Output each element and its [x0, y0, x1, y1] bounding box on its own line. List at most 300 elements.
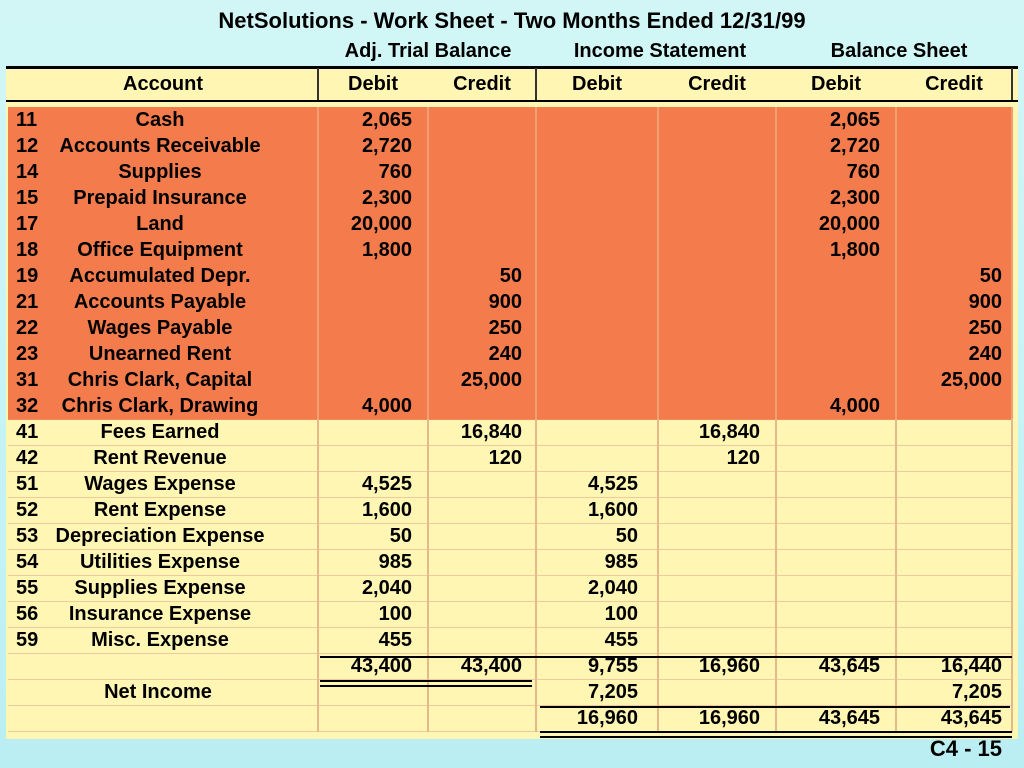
amount-is-cr — [658, 341, 760, 367]
column-divider — [895, 601, 897, 628]
amount-is-dr — [536, 185, 638, 211]
amount-is-cr — [658, 133, 760, 159]
column-divider — [895, 289, 897, 316]
account-name — [48, 653, 272, 679]
account-name: Chris Clark, Capital — [67, 369, 253, 391]
column-divider — [895, 263, 897, 290]
column-divider — [1011, 471, 1013, 498]
amount-bs-dr: 2,300 — [829, 187, 880, 209]
column-divider — [1011, 393, 1013, 420]
table-row — [8, 237, 1012, 264]
amount-is-cr — [658, 523, 760, 549]
column-divider — [535, 289, 537, 316]
column-divider — [657, 133, 659, 160]
amount-is-dr — [536, 289, 638, 315]
column-divider — [775, 445, 777, 472]
account-name: Chris Clark, Drawing — [61, 395, 259, 417]
column-divider — [427, 575, 429, 602]
column-divider — [657, 315, 659, 342]
column-divider — [1011, 445, 1013, 472]
column-divider — [657, 575, 659, 602]
amount-bs-dr — [776, 263, 880, 289]
amount-bs-dr: 760 — [846, 161, 880, 183]
column-divider — [1011, 237, 1013, 264]
column-divider — [427, 185, 429, 212]
amount-bs-dr: 43,645 — [818, 655, 880, 677]
column-divider — [657, 705, 659, 732]
amount-atb-cr — [428, 237, 522, 263]
column-divider — [317, 653, 319, 680]
column-divider — [317, 159, 319, 186]
amount-atb-cr — [428, 575, 522, 601]
amount-bs-cr — [896, 575, 1002, 601]
column-divider — [657, 185, 659, 212]
column-divider — [657, 289, 659, 316]
table-row — [8, 341, 1012, 368]
table-row — [8, 263, 1012, 290]
column-divider — [1011, 601, 1013, 628]
amount-is-cr — [658, 627, 760, 653]
column-divider — [317, 289, 319, 316]
net-income-underline — [540, 706, 1010, 708]
column-divider — [535, 497, 537, 524]
header-divider — [6, 100, 1018, 102]
amount-atb-cr — [428, 159, 522, 185]
amount-bs-dr: 4,000 — [829, 395, 880, 417]
worksheet-title: NetSolutions - Work Sheet - Two Months Ended 12/31/99 — [218, 8, 806, 33]
amount-bs-cr — [896, 497, 1002, 523]
table-row — [8, 549, 1012, 576]
group-balance-sheet: Balance Sheet — [830, 40, 968, 62]
column-divider — [657, 211, 659, 238]
amount-atb-cr — [428, 497, 522, 523]
column-divider — [895, 419, 897, 446]
column-divider — [1011, 627, 1013, 654]
column-divider — [775, 679, 777, 706]
account-name: Unearned Rent — [88, 343, 232, 365]
column-divider — [775, 289, 777, 316]
account-number: 42 — [16, 447, 39, 469]
column-divider — [317, 68, 319, 100]
table-row — [8, 393, 1012, 420]
column-divider — [317, 185, 319, 212]
column-divider — [657, 679, 659, 706]
amount-atb-cr: 240 — [488, 343, 522, 365]
amount-is-cr — [658, 211, 760, 237]
amount-is-dr — [536, 367, 638, 393]
column-divider — [895, 705, 897, 732]
column-divider — [775, 419, 777, 446]
column-divider — [317, 315, 319, 342]
table-row — [8, 185, 1012, 212]
amount-atb-cr: 250 — [488, 317, 522, 339]
column-divider — [895, 211, 897, 238]
column-divider — [775, 705, 777, 732]
amount-is-cr — [658, 289, 760, 315]
column-divider — [317, 367, 319, 394]
column-divider — [317, 393, 319, 420]
column-divider — [427, 705, 429, 732]
column-divider — [895, 341, 897, 368]
account-number: 54 — [16, 551, 39, 573]
amount-bs-dr — [776, 419, 880, 445]
column-divider — [535, 185, 537, 212]
table-row — [8, 159, 1012, 186]
column-divider — [895, 445, 897, 472]
amount-atb-cr — [428, 471, 522, 497]
column-divider — [535, 523, 537, 550]
amount-is-cr — [658, 367, 760, 393]
table-row — [8, 133, 1012, 160]
amount-is-dr — [536, 341, 638, 367]
amount-is-dr — [536, 315, 638, 341]
column-divider — [427, 367, 429, 394]
amount-atb-cr: 16,840 — [460, 421, 522, 443]
column-divider — [427, 601, 429, 628]
account-name: Office Equipment — [77, 239, 243, 261]
amount-atb-dr: 100 — [378, 603, 412, 625]
column-divider — [895, 367, 897, 394]
column-divider — [317, 549, 319, 576]
amount-is-cr — [658, 393, 760, 419]
table-row — [8, 419, 1012, 446]
amount-atb-cr — [428, 523, 522, 549]
column-divider — [427, 419, 429, 446]
atb-double-underline — [320, 680, 532, 687]
column-divider — [535, 471, 537, 498]
column-divider — [317, 445, 319, 472]
column-divider — [895, 523, 897, 550]
amount-is-cr — [658, 601, 760, 627]
column-divider — [1011, 315, 1013, 342]
account-number: 23 — [16, 343, 39, 365]
account-number: 19 — [16, 265, 39, 287]
column-divider — [427, 523, 429, 550]
account-number: 15 — [16, 187, 39, 209]
amount-atb-dr: 2,065 — [361, 109, 412, 131]
column-divider — [1011, 159, 1013, 186]
amount-is-dr: 985 — [604, 551, 638, 573]
amount-bs-cr — [896, 601, 1002, 627]
account-name: Depreciation Expense — [55, 525, 265, 547]
column-divider — [1011, 523, 1013, 550]
amount-atb-cr — [428, 705, 522, 731]
column-divider — [427, 315, 429, 342]
amount-atb-cr: 900 — [488, 291, 522, 313]
amount-is-cr: 16,960 — [698, 707, 760, 729]
column-divider — [317, 627, 319, 654]
column-divider — [895, 497, 897, 524]
column-divider — [775, 237, 777, 264]
amount-atb-cr: 43,400 — [460, 655, 522, 677]
amount-bs-cr: 240 — [968, 343, 1002, 365]
amount-bs-dr: 20,000 — [818, 213, 880, 235]
column-divider — [535, 679, 537, 706]
amount-is-cr: 16,840 — [698, 421, 760, 443]
amount-is-cr: 120 — [726, 447, 760, 469]
amount-bs-cr — [896, 627, 1002, 653]
amount-bs-cr — [896, 237, 1002, 263]
amount-is-dr — [536, 263, 638, 289]
column-divider — [317, 237, 319, 264]
header-is-credit: Credit — [688, 72, 746, 95]
column-divider — [535, 419, 537, 446]
column-divider — [317, 341, 319, 368]
column-divider — [775, 367, 777, 394]
column-divider — [895, 315, 897, 342]
amount-atb-dr — [318, 263, 412, 289]
column-divider — [427, 393, 429, 420]
column-divider — [1011, 68, 1013, 100]
column-divider — [427, 445, 429, 472]
account-number: 11 — [16, 109, 38, 131]
amount-atb-cr — [428, 185, 522, 211]
column-divider — [1011, 367, 1013, 394]
amount-is-dr: 7,205 — [587, 681, 638, 703]
column-divider — [895, 549, 897, 576]
column-divider — [1011, 211, 1013, 238]
account-name: Accounts Receivable — [59, 135, 261, 157]
amount-atb-cr — [428, 133, 522, 159]
amount-atb-dr: 985 — [378, 551, 412, 573]
column-divider — [427, 497, 429, 524]
amount-bs-dr — [776, 471, 880, 497]
amount-is-dr: 50 — [615, 525, 638, 547]
column-divider — [1011, 289, 1013, 316]
amount-is-dr — [536, 211, 638, 237]
column-divider — [657, 159, 659, 186]
amount-bs-dr: 43,645 — [818, 707, 880, 729]
amount-bs-cr — [896, 159, 1002, 185]
account-name: Net Income — [104, 681, 212, 703]
amount-atb-dr — [318, 341, 412, 367]
column-divider — [775, 315, 777, 342]
table-row — [8, 107, 1012, 134]
group-adj-trial-balance: Adj. Trial Balance — [344, 40, 512, 62]
subtotal-underline — [320, 656, 1012, 658]
column-divider — [1011, 549, 1013, 576]
amount-bs-dr — [776, 497, 880, 523]
amount-bs-cr: 50 — [979, 265, 1002, 287]
amount-is-dr — [536, 107, 638, 133]
account-number: 22 — [16, 317, 39, 339]
amount-bs-dr — [776, 549, 880, 575]
account-name: Wages Expense — [84, 473, 236, 495]
column-divider — [1011, 341, 1013, 368]
column-divider — [317, 133, 319, 160]
account-number: 51 — [16, 473, 39, 495]
column-divider — [317, 679, 319, 706]
account-number: 53 — [16, 525, 39, 547]
column-divider — [657, 627, 659, 654]
column-divider — [317, 497, 319, 524]
account-name: Cash — [135, 109, 185, 131]
amount-is-dr: 9,755 — [587, 655, 638, 677]
account-name: Accounts Payable — [73, 291, 247, 313]
column-divider — [775, 471, 777, 498]
amount-bs-cr: 25,000 — [940, 369, 1002, 391]
column-divider — [895, 471, 897, 498]
column-divider — [1011, 107, 1013, 134]
amount-atb-dr: 2,040 — [361, 577, 412, 599]
amount-bs-cr — [896, 523, 1002, 549]
column-divider — [775, 627, 777, 654]
account-number: 41 — [16, 421, 39, 443]
column-divider — [895, 627, 897, 654]
column-divider — [427, 341, 429, 368]
table-row — [8, 315, 1012, 342]
amount-atb-dr: 43,400 — [350, 655, 412, 677]
amount-atb-cr — [428, 393, 522, 419]
amount-bs-dr — [776, 341, 880, 367]
column-divider — [535, 133, 537, 160]
column-divider — [1011, 133, 1013, 160]
column-divider — [775, 185, 777, 212]
column-divider — [1011, 185, 1013, 212]
column-divider — [657, 341, 659, 368]
column-divider — [535, 393, 537, 420]
column-divider — [427, 107, 429, 134]
amount-bs-dr: 2,065 — [829, 109, 880, 131]
amount-atb-dr: 50 — [389, 525, 412, 547]
amount-atb-dr — [318, 315, 412, 341]
table-row — [8, 523, 1012, 550]
column-divider — [895, 185, 897, 212]
column-divider — [775, 341, 777, 368]
column-divider — [775, 601, 777, 628]
table-row — [8, 367, 1012, 394]
amount-atb-dr: 4,525 — [361, 473, 412, 495]
column-divider — [317, 419, 319, 446]
amount-is-dr: 1,600 — [587, 499, 638, 521]
amount-bs-cr — [896, 445, 1002, 471]
amount-atb-dr: 760 — [378, 161, 412, 183]
header-atb-debit: Debit — [348, 72, 398, 95]
amount-is-dr: 455 — [604, 629, 638, 651]
amount-is-cr — [658, 497, 760, 523]
amount-bs-dr — [776, 575, 880, 601]
amount-atb-cr — [428, 211, 522, 237]
amount-bs-cr — [896, 107, 1002, 133]
amount-is-dr — [536, 393, 638, 419]
column-divider — [1011, 419, 1013, 446]
amount-bs-cr — [896, 393, 1002, 419]
column-divider — [535, 263, 537, 290]
amount-atb-cr: 50 — [499, 265, 522, 287]
column-divider — [535, 575, 537, 602]
column-divider — [535, 315, 537, 342]
amount-is-cr — [658, 159, 760, 185]
column-divider — [1011, 263, 1013, 290]
table-row — [8, 445, 1012, 472]
column-divider — [895, 575, 897, 602]
account-number: 31 — [16, 369, 39, 391]
column-divider — [657, 471, 659, 498]
column-divider — [427, 159, 429, 186]
account-name: Land — [136, 213, 184, 235]
account-name: Rent Expense — [93, 499, 227, 521]
column-divider — [895, 393, 897, 420]
column-divider — [317, 211, 319, 238]
column-divider — [535, 211, 537, 238]
column-divider — [535, 159, 537, 186]
column-divider — [775, 107, 777, 134]
table-row — [8, 289, 1012, 316]
column-divider — [775, 523, 777, 550]
column-divider — [535, 107, 537, 134]
column-divider — [535, 367, 537, 394]
amount-bs-dr — [776, 679, 880, 705]
amount-is-dr: 2,040 — [587, 577, 638, 599]
column-divider — [775, 549, 777, 576]
account-name: Rent Revenue — [93, 447, 227, 469]
amount-atb-cr — [428, 601, 522, 627]
column-divider — [657, 497, 659, 524]
account-number: 52 — [16, 499, 39, 521]
column-divider — [895, 107, 897, 134]
account-name: Accumulated Depr. — [69, 265, 251, 287]
header-atb-credit: Credit — [453, 72, 511, 95]
column-divider — [775, 159, 777, 186]
column-divider — [317, 601, 319, 628]
amount-is-dr: 4,525 — [587, 473, 638, 495]
amount-is-cr: 16,960 — [698, 655, 760, 677]
column-divider — [657, 419, 659, 446]
column-divider — [775, 211, 777, 238]
table-row — [8, 627, 1012, 654]
amount-is-cr — [658, 549, 760, 575]
account-name: Misc. Expense — [91, 629, 229, 651]
amount-atb-dr: 2,300 — [361, 187, 412, 209]
column-divider — [427, 471, 429, 498]
account-name — [48, 705, 272, 731]
amount-atb-cr — [428, 627, 522, 653]
amount-bs-cr — [896, 211, 1002, 237]
column-divider — [317, 107, 319, 134]
account-number: 21 — [16, 291, 39, 313]
amount-bs-dr — [776, 289, 880, 315]
amount-is-cr — [658, 107, 760, 133]
column-divider — [535, 68, 537, 100]
amount-is-dr — [536, 133, 638, 159]
column-divider — [895, 237, 897, 264]
slide-number: C4 - 15 — [929, 736, 1002, 761]
column-divider — [657, 263, 659, 290]
column-divider — [1011, 575, 1013, 602]
amount-is-dr — [536, 445, 638, 471]
amount-bs-cr: 7,205 — [951, 681, 1002, 703]
column-divider — [657, 549, 659, 576]
amount-bs-cr: 900 — [968, 291, 1002, 313]
column-divider — [775, 133, 777, 160]
column-divider — [657, 523, 659, 550]
column-divider — [317, 471, 319, 498]
amount-is-cr — [658, 237, 760, 263]
amount-atb-cr: 120 — [488, 447, 522, 469]
amount-is-dr — [536, 159, 638, 185]
column-divider — [535, 341, 537, 368]
amount-atb-dr: 2,720 — [361, 135, 412, 157]
amount-is-dr — [536, 419, 638, 445]
account-number: 55 — [16, 577, 39, 599]
account-name: Wages Payable — [87, 317, 233, 339]
column-divider — [1011, 705, 1013, 732]
column-divider — [775, 497, 777, 524]
account-name: Utilities Expense — [79, 551, 241, 573]
amount-bs-cr — [896, 471, 1002, 497]
amount-atb-cr: 25,000 — [460, 369, 522, 391]
account-name: Supplies — [118, 161, 202, 183]
